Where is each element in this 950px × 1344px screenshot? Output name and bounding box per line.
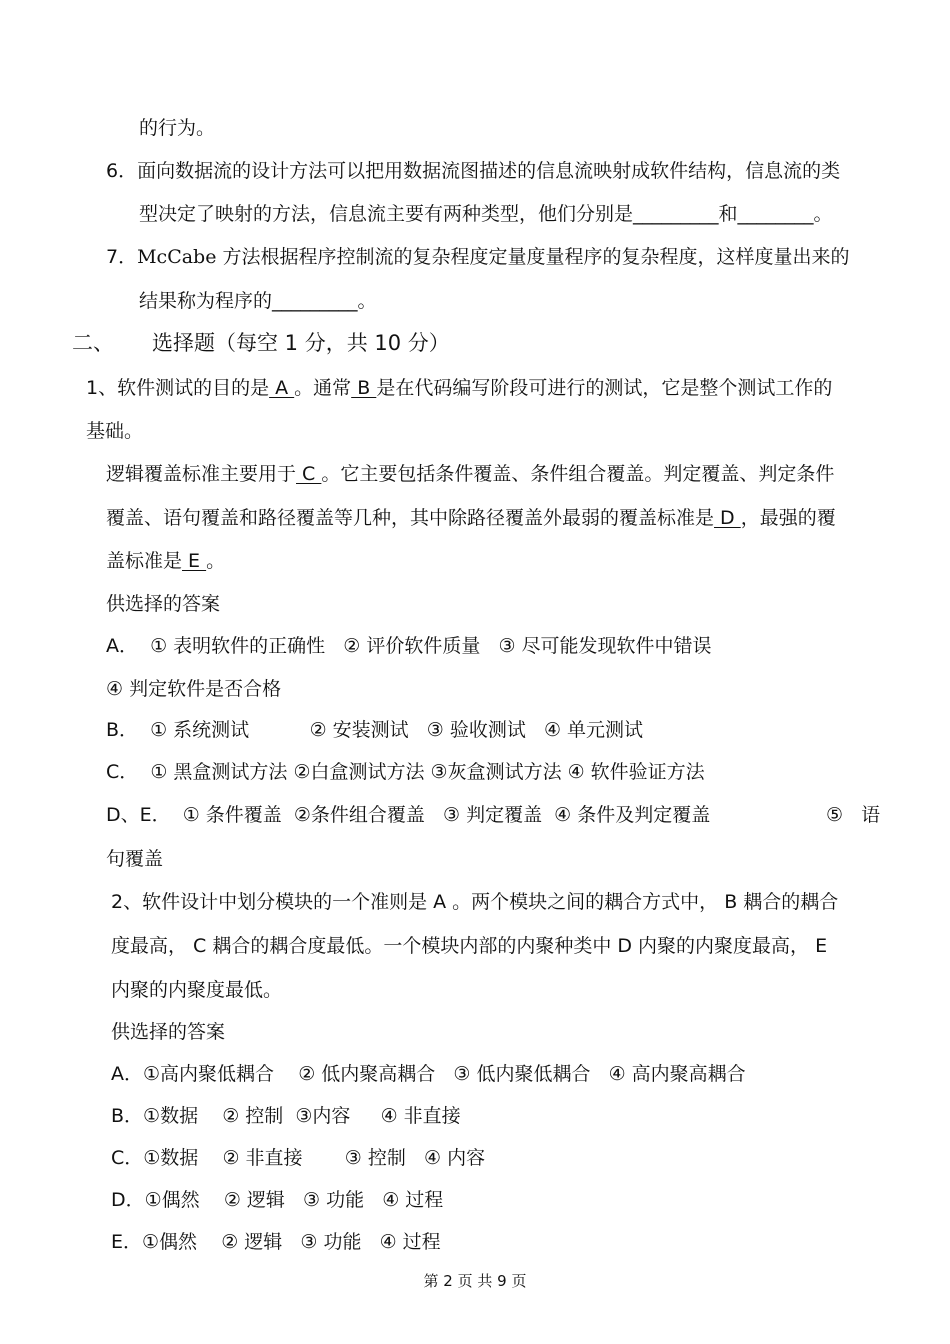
q1-text-4b: ，最强的覆 xyxy=(740,507,836,529)
q2-choices-header: 供选择的答案 xyxy=(111,1021,226,1043)
q1-text-3a: 逻辑覆盖标准主要用于 xyxy=(106,463,297,485)
q1-text-1c: 是在代码编写阶段可进行的测试，它是整个测试工作的 xyxy=(376,377,833,399)
q7-text-1: McCabe 方法根据程序控制流的复杂程度定量度量程序的复杂程度，这样度量出来的 xyxy=(137,246,850,268)
q1-option-a-line1: A． ① 表明软件的正确性 ② 评价软件质量 ③ 尽可能发现软件中错误 xyxy=(106,635,712,657)
q7-blank: _________ xyxy=(272,290,358,312)
q6-blank-1: _________ xyxy=(633,203,719,225)
q6-end: 。 xyxy=(813,203,833,225)
q2-option-a: A．①高内聚低耦合 ② 低内聚高耦合 ③ 低内聚低耦合 ④ 高内聚高耦合 xyxy=(111,1063,746,1085)
q2-line3: 内聚的内聚度最低。 xyxy=(111,979,283,1001)
q1-option-de-line1: D、E． ① 条件覆盖 ②条件组合覆盖 ③ 判定覆盖 ④ 条件及判定覆盖 xyxy=(106,804,711,826)
q1-text-4a: 覆盖、语句覆盖和路径覆盖等几种，其中除路径覆盖外最弱的覆盖标准是 xyxy=(106,507,715,529)
section-title: 选择题（每空 1 分，共 10 分） xyxy=(152,331,450,355)
q6-and: 和 xyxy=(718,203,738,225)
q1-text-1a: 1、软件测试的目的是 xyxy=(86,377,270,399)
q6-line2 xyxy=(139,201,833,227)
section-number: 二、 xyxy=(72,331,114,355)
q7-line2 xyxy=(139,288,377,314)
q1-option-de-line2: 句覆盖 xyxy=(106,848,164,870)
q2-line1: 2、软件设计中划分模块的一个准则是 A 。两个模块之间的耦合方式中， B 耦合的耦合 xyxy=(111,891,839,913)
q6-text-2: 型决定了映射的方法，信息流主要有两种类型，他们分别是 xyxy=(139,203,634,225)
q1-option-b: B． ① 系统测试 ② 安装测试 ③ 验收测试 ④ 单元测试 xyxy=(106,719,644,741)
q1-option-de-tail: ⑤ 语 xyxy=(826,804,881,826)
q1-text-1b: 。通常 xyxy=(294,377,352,399)
q7-line1 xyxy=(106,244,850,270)
q6-text-1: 面向数据流的设计方法可以把用数据流图描述的信息流映射成软件结构，信息流的类 xyxy=(137,160,841,182)
q2-option-d: D．①偶然 ② 逻辑 ③ 功能 ④ 过程 xyxy=(111,1189,444,1211)
q1-text-5b: 。 xyxy=(206,550,226,572)
q2-option-c: C．①数据 ② 非直接 ③ 控制 ④ 内容 xyxy=(111,1147,486,1169)
q7-text-2: 结果称为程序的 xyxy=(139,290,273,312)
q1-text-3b: 。它主要包括条件覆盖、条件组合覆盖。判定覆盖、判定条件 xyxy=(321,463,835,485)
q1-option-c: C． ① 黑盒测试方法 ②白盒测试方法 ③灰盒测试方法 ④ 软件验证方法 xyxy=(106,761,705,783)
q1-line4 xyxy=(106,505,836,531)
q2-option-b: B．①数据 ② 控制 ③内容 ④ 非直接 xyxy=(111,1105,461,1127)
q1-choices-header: 供选择的答案 xyxy=(106,593,221,615)
q1-option-a-line2: ④ 判定软件是否合格 xyxy=(106,678,282,700)
q7-end: 。 xyxy=(357,290,377,312)
q2-option-e: E．①偶然 ② 逻辑 ③ 功能 ④ 过程 xyxy=(111,1231,441,1253)
q1-blank-b: B xyxy=(351,377,377,399)
q6-line1 xyxy=(106,158,840,184)
q7-number: 7． xyxy=(106,246,138,268)
q1-line1 xyxy=(86,375,832,401)
q1-line2: 基础。 xyxy=(86,420,144,442)
q1-line5 xyxy=(106,548,225,574)
q6-blank-2: ________ xyxy=(737,203,814,225)
q1-blank-e: E xyxy=(182,550,207,572)
page-footer: 第 2 页 共 9 页 xyxy=(423,1272,527,1290)
section-heading xyxy=(72,330,450,356)
q1-blank-a: A xyxy=(269,377,295,399)
q1-text-5a: 盖标准是 xyxy=(106,550,183,572)
q6-number: 6． xyxy=(106,160,138,182)
q1-blank-c: C xyxy=(296,463,322,485)
q2-line2: 度最高， C 耦合的耦合度最低。一个模块内部的内聚种类中 D 内聚的内聚度最高， E xyxy=(111,935,828,957)
q5-tail-text: 的行为。 xyxy=(139,117,216,139)
q1-line3 xyxy=(106,461,834,487)
q1-blank-d: D xyxy=(714,507,741,529)
